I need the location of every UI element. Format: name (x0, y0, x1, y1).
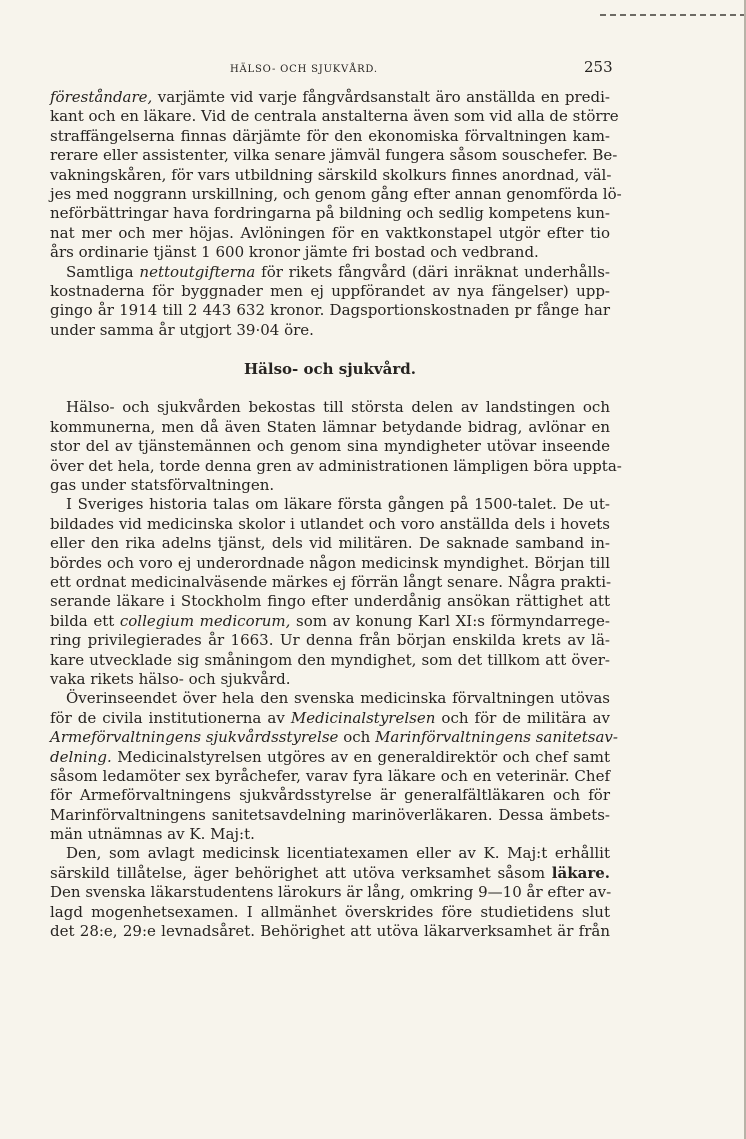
text-line: delning. Medicinalstyrelsen utgöres av en generaldirektör och chef samt (50, 747, 610, 766)
text-line: för de civila institutionerna av Medicinalstyrelsen och för de militära av (50, 708, 610, 727)
text-line: Den, som avlagt medicinsk licentiatexamen eller av K. Maj:t erhållit (66, 844, 610, 863)
text-line: bördes och voro ej underordnade någon medicinsk myndighet. Början till (50, 553, 610, 572)
text-line: föreståndare, varjämte vid varje fångvårdsanstalt äro anställda en predi- (50, 88, 610, 106)
text-line: rerare eller assistenter, vilka senare jämväl fungera såsom souschefer. Be- (50, 146, 618, 165)
text-line: Samtliga nettoutgifterna för rikets fångvård (däri inräknat underhålls- (66, 262, 610, 281)
text-line: under samma år utgjort 39·04 öre. (50, 320, 314, 339)
text-line: gas under statsförvaltningen. (50, 476, 275, 495)
text-line: Hälso- och sjukvården bekostas till största delen av landstingen och (66, 398, 610, 417)
text-line: män utnämnas av K. Maj:t. (50, 825, 255, 844)
text-line: gingo år 1914 till 2 443 632 kronor. Dagsportionskostnaden pr fånge har (50, 301, 610, 320)
text-line: vakningskåren, för vars utbildning särskild skolkurs finnes anordnad, väl- (50, 165, 612, 184)
text-line: straffängelserna finnas därjämte för den ekonomiska förvaltningen kam- (50, 126, 610, 145)
text-line: kostnaderna för byggnader men ej uppförandet av nya fängelser) upp- (50, 281, 610, 300)
text-line: I Sveriges historia talas om läkare första gången på 1500-talet. De ut- (66, 495, 610, 514)
text-line: kommunerna, men då även Staten lämnar betydande bidrag, avlönar en (50, 417, 610, 436)
section-heading: Hälso- och sjukvård. (244, 360, 416, 379)
text-line: bilda ett collegium medicorum, som av konung Karl XI:s förmyndarrege- (50, 611, 610, 630)
text-line: Marinförvaltningens sanitetsavdelning marinöverläkaren. Dessa ämbets- (50, 805, 610, 824)
text-line: vaka rikets hälso- och sjukvård. (50, 669, 291, 688)
spacer (50, 340, 610, 360)
text-line: serande läkare i Stockholm fingo efter underdånig ansökan rättighet att (50, 592, 610, 611)
page-header (0, 58, 746, 82)
text-line: det 28:e, 29:e levnadsåret. Behörighet att utöva läkarverksamhet är från (50, 922, 610, 941)
page-number: 253 (584, 58, 613, 76)
text-line: särskild tillåtelse, äger behörighet att utöva verksamhet såsom läkare. (50, 863, 610, 882)
text-line: nat mer och mer höjas. Avlöningen för en vaktkonstapel utgör efter tio (50, 223, 610, 242)
text-line: lagd mogenhetsexamen. I allmänhet överskrides före studietidens slut (50, 902, 610, 921)
text-line: över det hela, torde denna gren av administrationen lämpligen böra uppta- (50, 456, 622, 475)
text-line: ett ordnat medicinalväsende märkes ej förrän långt senare. Några prakti- (50, 572, 612, 591)
text-line: jes med noggrann urskillning, och genom gång efter annan genomförda lö- (50, 184, 622, 203)
spacer (50, 379, 610, 398)
text-line: års ordinarie tjänst 1 600 kronor jämte fri bostad och vedbrand. (50, 243, 539, 262)
text-line: stor del av tjänstemännen och genom sina myndigheter utövar inseende (50, 437, 610, 456)
text-line: kant och en läkare. Vid de centrala anstalterna även som vid alla de större (50, 107, 619, 126)
text-line: såsom ledamöter sex byråchefer, varav fyra läkare och en veterinär. Chef (50, 766, 610, 785)
text-line: Armeförvaltningens sjukvårdsstyrelse och Marinförvaltningens sanitetsav- (50, 728, 618, 747)
text-line: Överinseendet över hela den svenska medicinska förvaltningen utövas (66, 689, 610, 708)
body-text (50, 88, 622, 941)
page-edge-top (600, 14, 746, 16)
text-line: eller den rika adelns tjänst, dels vid militären. De saknade samband in- (50, 534, 610, 553)
text-line: neförbättringar hava fordringarna på bildning och sedlig kompetens kun- (50, 204, 610, 223)
text-line: kare utvecklade sig småningom den myndighet, som det tillkom att över- (50, 650, 610, 669)
text-line: för Armeförvaltningens sjukvårdsstyrelse är generalfältläkaren och för (50, 786, 610, 805)
text-line: Den svenska läkarstudentens lärokurs är lång, omkring 9—10 år efter av- (50, 883, 612, 902)
text-line: ring privilegierades år 1663. Ur denna från början enskilda krets av lä- (50, 631, 610, 650)
running-head: HÄLSO- OCH SJUKVÅRD. (230, 64, 378, 75)
text-line: bildades vid medicinska skolor i utlandet och voro anställda dels i hovets (50, 514, 610, 533)
